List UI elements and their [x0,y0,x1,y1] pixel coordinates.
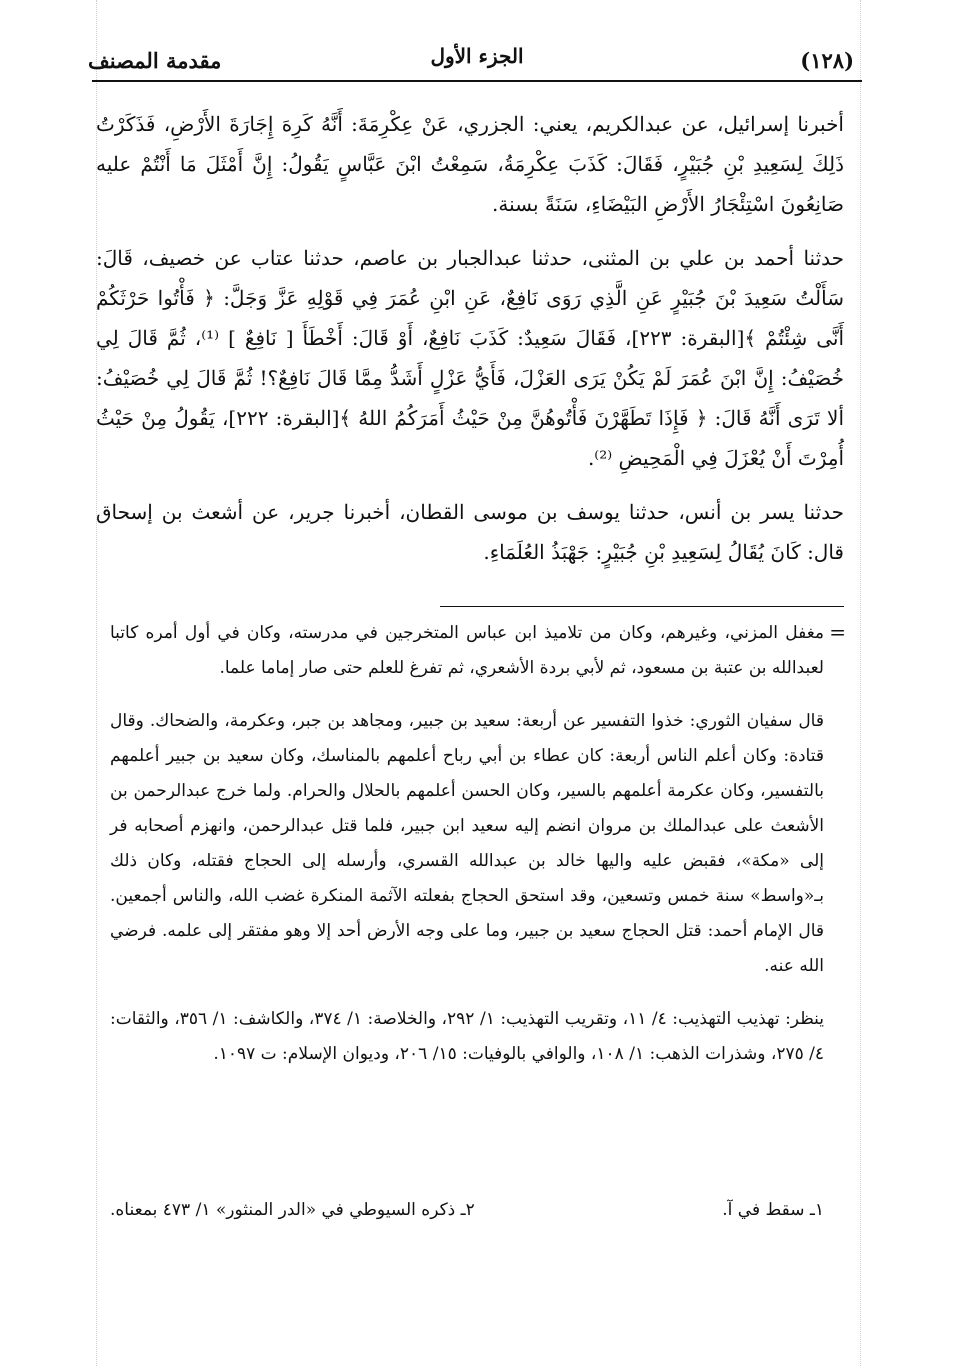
paragraph: حدثنا يسر بن أنس، حدثنا يوسف بن موسى القطان، أخبرنا جرير، عن أشعث بن إسحاق قال: كَانَ يُقَالُ لِسَعِيدِ بْنِ جُبَيْرٍ: جَهْبَذُ العُلَمَاءِ. [96,500,844,564]
footnote-paragraph: مغفل المزني، وغيرهم، وكان من تلاميذ ابن عباس المتخرجين في مدرسته، وكان في أول أمره كاتبا لعبدالله بن عتبة بن مسعود، ثم لأبي بردة الأشعري، ثم تفرغ للعلم حتى صار إماما علما. [110,623,825,678]
footnote-paragraph: ينظر: تهذيب التهذيب: ٤/ ١١، وتقريب التهذيب: ١/ ٢٩٢، والخلاصة: ١/ ٣٧٤، والكاشف: ١/ ٣٥٦، والثقات: ٤/ ٢٧٥، وشذرات الذهب: ١/ ١٠٨، والوافي بالوفيات: ١٥/ ٢٠٦، وديوان الإسلام: ت ١٠٩٧. [110,1009,824,1064]
endnotes [110,1200,824,1220]
header-rule [92,80,862,82]
section-title: مقدمة المصنف [88,47,222,73]
main-text [96,104,844,586]
footnote-separator [440,606,844,607]
footnote-paragraph: قال سفيان الثوري: خذوا التفسير عن أربعة: سعيد بن جبير، ومجاهد بن جبر، وعكرمة، والضحاك. وقال قتادة: وكان أعلم الناس أربعة: كان عطاء بن أبي رباح أعلمهم بالمناسك، وكان سعيد بن جبير أعلمهم بالتفسير، وكان عكرمة أعلمهم بالسير، وكان الحسن أعلمهم بالحلال والحرام. ولما خرج عبدالرحمن بن الأشعث على عبدالملك بن مروان انضم إليه سعيد ابن جبير، فلما قتل عبدالرحمن، وانهزم أصحابه فر إلى «مكة»، فقبض عليه واليها خالد بن عبدالله القسري، وأرسله إلى الحجاج فقتله، وكان ذلك بـ«واسط» سنة خمس وتسعين، وقد استحق الحجاج بفعلته الآثمة المنكرة غضب الله، والناس أجمعين. قال الإمام أحمد: قتل الحجاج سعيد بن جبير، وما على وجه الأرض أحد إلا وهو مفتقر إلى علمه. فرضي الله عنه. [110,711,824,976]
paragraph: أخبرنا إسرائيل، عن عبدالكريم، يعني: الجزري، عَنْ عِكْرِمَةَ: أَنَّهُ كَرِهَ إِجَارَةَ الأَرْضِ، فَذَكَرْتُ ذَلِكَ لِسَعِيدِ بْنِ جُبَيْرٍ، فَقَالَ: كَذَبَ عِكْرِمَةُ، سَمِعْتُ ابْنَ عَبَّاسٍ يَقُولُ: إِنَّ أَمْثَلَ مَا أَنْتُمْ عليه صَانِعُونَ اسْتِئْجَارُ الأَرْضِ البَيْضَاءِ، سَنَةً بسنة. [96,112,844,216]
paragraph: حدثنا أحمد بن علي بن المثنى، حدثنا عبدالجبار بن عاصم، حدثنا عتاب عن خصيف، قَالَ: سَأَلْتُ سَعِيدَ بْنَ جُبَيْرٍ عَنِ الَّذِي رَوَى نَافِعٌ، عَنِ ابْنِ عُمَرَ فِي قَوْلِهِ عَزَّ وَجَلَّ: ﴿ فَأْتُوا حَرْثَكُمْ أَنَّى شِئْتُمْ ﴾[البقرة: ٢٢٣]، فَقَالَ سَعِيدٌ: كَذَبَ نَافِعٌ، أَوْ قَالَ: أَخْطَأَ [ نَافِعٌ ] ⁽¹⁾، ثُمَّ قَالَ لِي خُصَيْفُ: إِنَّ ابْنَ عُمَرَ لَمْ يَكُنْ يَرَى العَزْلَ، فَأَيُّ عَزْلٍ أَشَدُّ مِمَّا قَالَ نَافِعٌ؟! ثُمَّ قَالَ لِي خُصَيْفُ: ألا تَرَى أَنَّهُ قَالَ: ﴿ فَإِذَا تَطَهَّرْنَ فَأْتُوهُنَّ مِنْ حَيْثُ أَمَرَكُمُ اللهُ ﴾[البقرة: ٢٢٢]، يَقُولُ مِنْ حَيْثُ أُمِرْتَ أَنْ يُعْزَلَ فِي الْمَحِيضِ ⁽²⁾. [96,246,844,470]
continuation-mark: = [829,620,846,644]
footnotes [110,616,824,1090]
note-2: ٢ـ ذكره السيوطي في «الدر المنثور» ١/ ٤٧٣ بمعناه. [110,1200,475,1220]
page-number: (١٢٨) [800,47,854,73]
volume-title: الجزء الأول [430,44,524,68]
scan-artifact-line [860,0,861,1366]
note-1: ١ـ سقط في آ. [722,1200,824,1220]
